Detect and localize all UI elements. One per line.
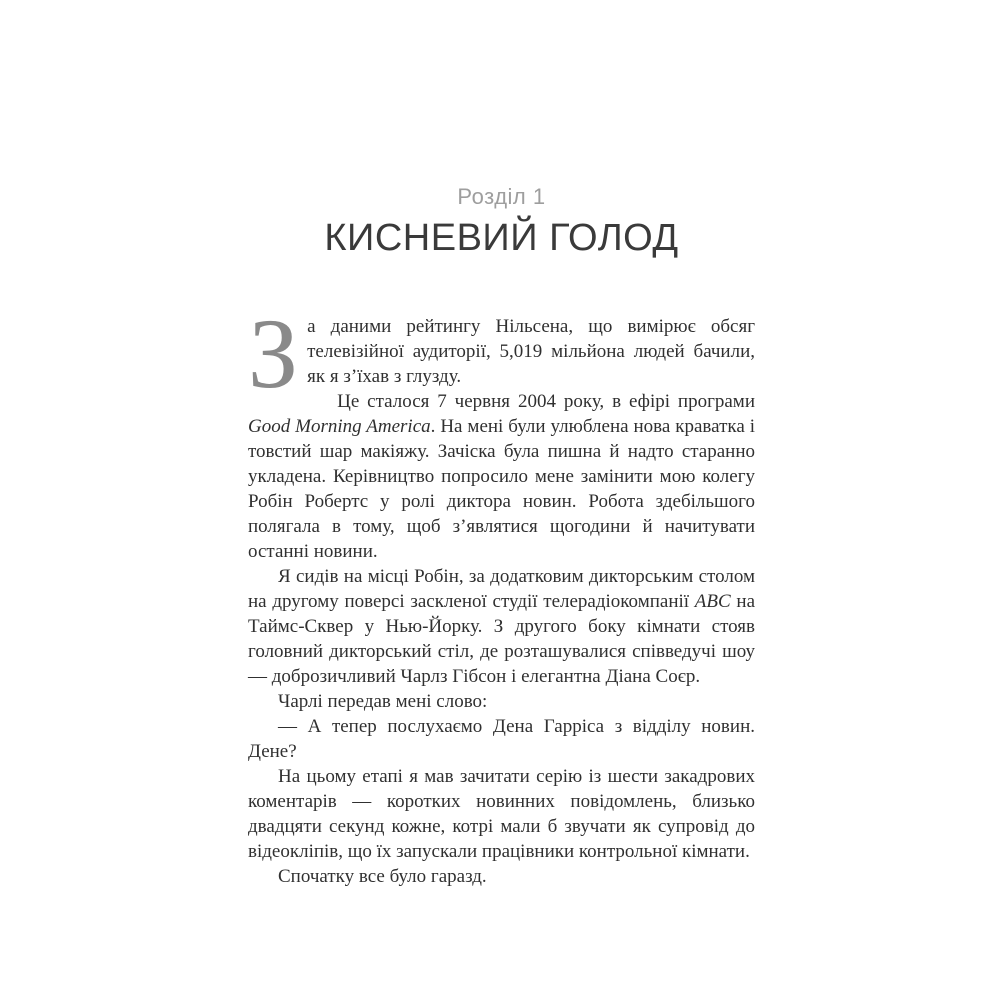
paragraph (248, 714, 755, 764)
paragraph (248, 764, 755, 864)
drop-cap: З (248, 298, 299, 409)
text-run: на Таймс-Сквер у Нью-Йорку. З другого боку кімнати стояв головний дикторський стіл, де розташувалися співведучі шоу — доброзичливий Чарлз Гібсон і елегантна Діана Соєр. (248, 591, 755, 687)
text-run: а даними рейтингу Нільсена, що вимірює обсяг телевізійної аудиторії, 5,019 мільйона людей бачили, як я з’їхав з глузду. (307, 316, 755, 387)
chapter-label: Розділ 1 (457, 184, 546, 209)
text-run: Чарлі передав мені слово: (278, 691, 488, 712)
italic-text: Good Morning America (248, 416, 431, 437)
chapter-title: КИСНЕВИЙ ГОЛОД (324, 217, 679, 259)
text-run: На цьому етапі я мав зачитати серію із шести закадрових коментарів — коротких новинних повідомлень, близько двадцяти секунд кожне, котрі мали б звучати як супровід до відеокліпів, що їх запускали працівники контрольної кімнати. (248, 766, 755, 862)
paragraph (248, 689, 755, 714)
text-run: Це сталося 7 червня 2004 року, в ефірі програми (337, 391, 755, 412)
body-text (248, 298, 755, 889)
text-run: Спочатку все було гаразд. (278, 866, 487, 887)
text-run: Я сидів на місці Робін, за додатковим дикторським столом на другому поверсі заскленої студії телерадіокомпанії (248, 566, 755, 612)
paragraph (248, 389, 755, 564)
italic-text: ABC (694, 591, 731, 612)
paragraph (248, 564, 755, 689)
text-run: . На мені були улюблена нова краватка і товстий шар макіяжу. Зачіска була пишна й надто старанно укладена. Керівництво попросило мене замінити мою колегу Робін Робертс у ролі диктора новин. Робота здебільшого полягала в тому, щоб з’являтися щогодини й начитувати останні новини. (248, 416, 755, 562)
text-run: — А тепер послухаємо Дена Гарріса з відділу новин. Дене? (248, 716, 755, 762)
paragraph (248, 864, 755, 889)
